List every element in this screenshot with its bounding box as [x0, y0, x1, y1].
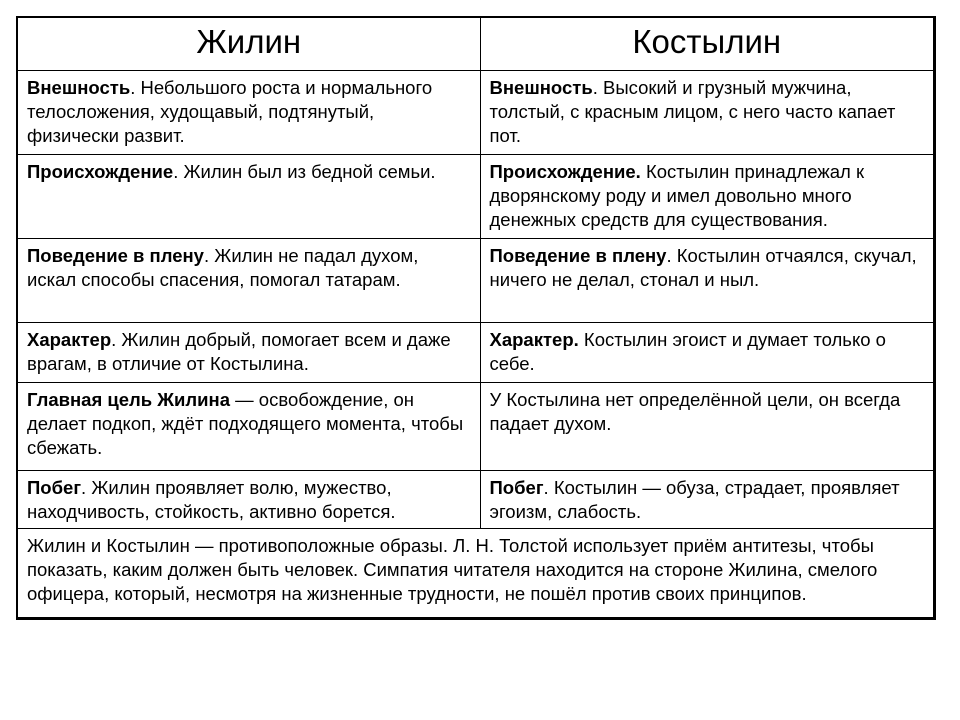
cell-label: Поведение в плену	[489, 245, 667, 266]
cell-label: Внешность	[27, 77, 131, 98]
cell-text: Высокий и грузный мужчина, толстый, с красным лицом, с него часто капает пот.	[489, 77, 896, 146]
cell-label: Происхождение.	[489, 161, 641, 182]
kostylin-goal-cell	[480, 383, 933, 471]
zhilin-origin-cell: Происхождение. Жилин был из бедной семьи.	[18, 155, 480, 239]
table-row	[18, 239, 933, 323]
zhilin-goal-cell	[18, 383, 480, 471]
kostylin-character-cell	[480, 323, 933, 383]
cell-text: Костылин отчаялся, скучал, ничего не делал, стонал и ныл.	[489, 245, 917, 290]
zhilin-captivity-cell: Поведение в плену. Жилин не падал духом, искал способы спасения, помогал татарам.	[18, 239, 480, 323]
cell-label: Внешность	[489, 77, 593, 98]
zhilin-character-cell: Характер. Жилин добрый, помогает всем и даже врагам, в отличие от Костылина.	[18, 323, 480, 383]
cell-label: Характер.	[489, 329, 579, 350]
zhilin-appearance-cell: Внешность. Небольшого роста и нормального телосложения, худощавый, подтянутый, физически развит.	[18, 71, 480, 155]
cell-text: Костылин — обуза, страдает, проявляет эгоизм, слабость.	[489, 477, 900, 522]
cell-text: Жилин не падал духом, искал способы спасения, помогал татарам.	[27, 245, 419, 290]
table-row	[18, 471, 933, 529]
cell-text: Жилин проявляет волю, мужество, находчивость, стойкость, активно борется.	[27, 477, 396, 522]
table-row	[18, 71, 933, 155]
summary-row	[18, 529, 933, 639]
cell-text: Жилин был из бедной семьи.	[183, 161, 436, 182]
cell-text: Костылин принадлежал к дворянскому роду и имел довольно много денежных средств для существования.	[489, 161, 865, 230]
kostylin-appearance-cell: Внешность. Высокий и грузный мужчина, толстый, с красным лицом, с него часто капает пот.	[480, 71, 933, 155]
cell-label: Происхождение	[27, 161, 174, 182]
comparison-table	[18, 18, 933, 638]
table-row	[18, 155, 933, 239]
kostylin-origin-cell	[480, 155, 933, 239]
comparison-table-frame	[16, 16, 936, 620]
cell-label: Главная цель Жилина	[27, 389, 230, 410]
table-row	[18, 383, 933, 471]
cell-text: Небольшого роста и нормального телосложения, худощавый, подтянутый, физически развит.	[27, 77, 433, 146]
cell-label: Побег	[27, 477, 82, 498]
cell-label: Характер	[27, 329, 112, 350]
cell-label: Поведение в плену	[27, 245, 204, 266]
cell-text: — освобождение, он делает подкоп, ждёт подходящего момента, чтобы сбежать.	[27, 389, 464, 458]
kostylin-escape-cell: Побег. Костылин — обуза, страдает, проявляет эгоизм, слабость.	[480, 471, 933, 529]
summary-cell: Жилин и Костылин — противоположные образы. Л. Н. Толстой использует приём антитезы, чтобы показать, каким должен быть человек. Симпатия читателя находится на стороне Жилина, смелого офицера, который, несмотря на жизненные трудности, не пошёл против своих принципов.	[18, 529, 933, 639]
cell-text: У Костылина нет определённой цели, он всегда падает духом.	[489, 389, 901, 434]
header-zhilin: Жилин	[18, 18, 480, 71]
table-row	[18, 323, 933, 383]
cell-label: Побег	[489, 477, 544, 498]
cell-text: Жилин добрый, помогает всем и даже врагам, в отличие от Костылина.	[27, 329, 451, 374]
zhilin-escape-cell: Побег. Жилин проявляет волю, мужество, находчивость, стойкость, активно борется.	[18, 471, 480, 529]
kostylin-captivity-cell: Поведение в плену. Костылин отчаялся, скучал, ничего не делал, стонал и ныл.	[480, 239, 933, 323]
header-kostylin: Костылин	[480, 18, 933, 71]
header-row	[18, 18, 933, 71]
cell-text: Костылин эгоист и думает только о себе.	[489, 329, 886, 374]
